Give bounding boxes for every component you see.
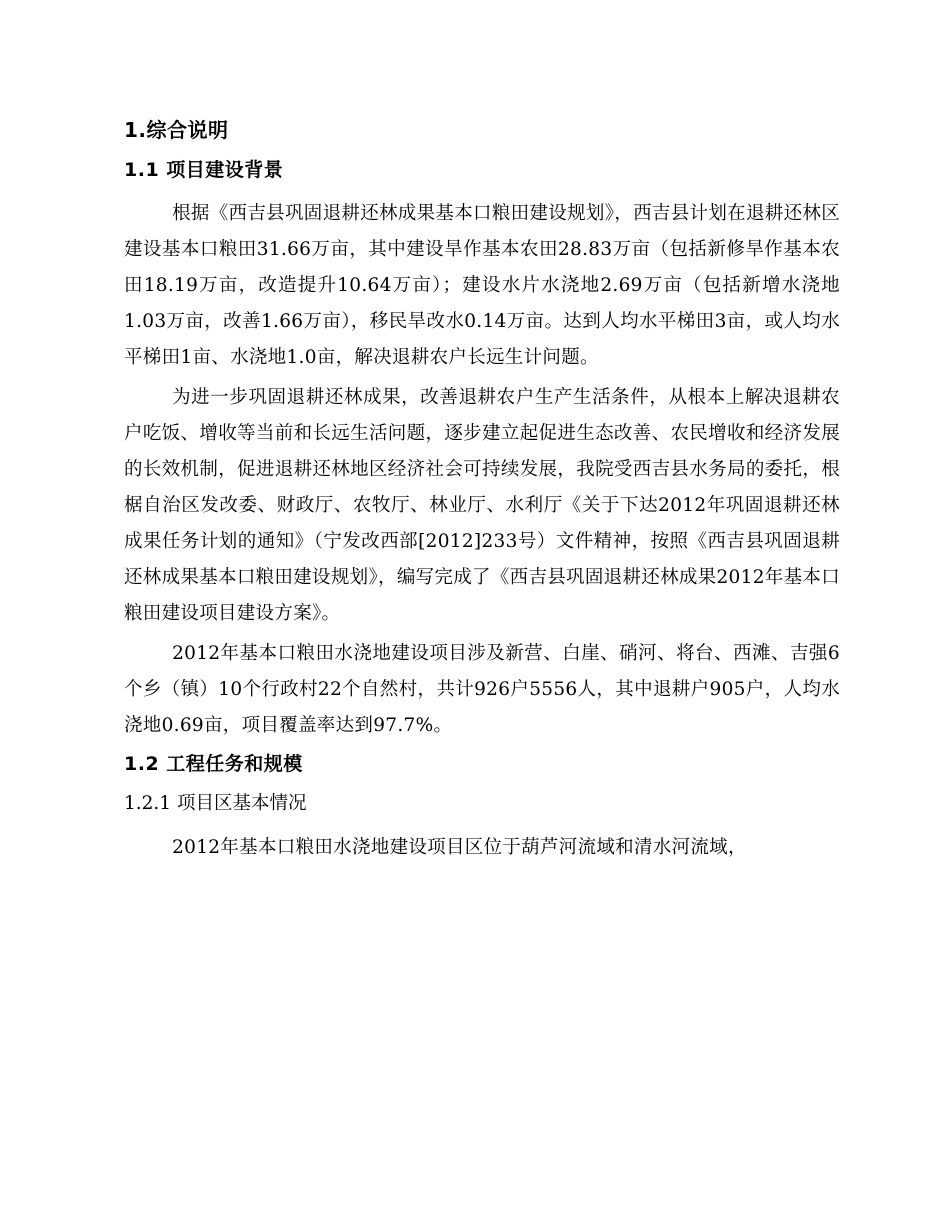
paragraph-project-area: 2012年基本口粮田水浇地建设项目区位于葫芦河流域和清水河流域，: [172, 837, 747, 858]
section-heading-1-2-1: 1.2.1 项目区基本情况: [124, 793, 307, 814]
paragraph-background: 根据《西吉县巩固退耕还林成果基本口粮田建设规划》，西吉县计划在退耕还林区建设基本口粮田31.66万亩，其中建设旱作基本农田28.83万亩（包括新修旱作基本农田18.19万亩，改造提升10.64万亩）；建设水片水浇地2.69万亩（包括新增水浇地1.03万亩，改善1.66万亩），移民旱改水0.14万亩。达到人均水平梯田3亩，或人均水平梯田1亩、水浇地1.0亩，解决退耕农户长远生计问题。: [124, 203, 840, 368]
section-heading-1: 1.综合说明: [124, 118, 229, 142]
document-page: [124, 116, 840, 866]
section-heading-1-2: 1.2 工程任务和规模: [124, 753, 303, 775]
paragraph-scope: 2012年基本口粮田水浇地建设项目涉及新营、白崖、硝河、将台、西滩、吉强6个乡（镇）10个行政村22个自然村，共计926户5556人，其中退耕户905户，人均水浇地0.69亩，项目覆盖率达到97.7%。: [124, 643, 840, 736]
section-heading-1-1: 1.1 项目建设背景: [124, 159, 284, 181]
paragraph-purpose: 为进一步巩固退耕还林成果，改善退耕农户生产生活条件，从根本上解决退耕农户吃饭、增收等当前和长远生活问题，逐步建立起促进生态改善、农民增收和经济发展的长效机制，促进退耕还林地区经济社会可持续发展，我院受西吉县水务局的委托，根椐自治区发改委、财政厅、农牧厅、林业厅、水利厅《关于下达2012年巩固退耕还林成果任务计划的通知》（宁发改西部[2012]233号）文件精神，按照《西吉县巩固退耕还林成果基本口粮田建设规划》，编写完成了《西吉县巩固退耕还林成果2012年基本口粮田建设项目建设方案》。: [124, 387, 840, 624]
